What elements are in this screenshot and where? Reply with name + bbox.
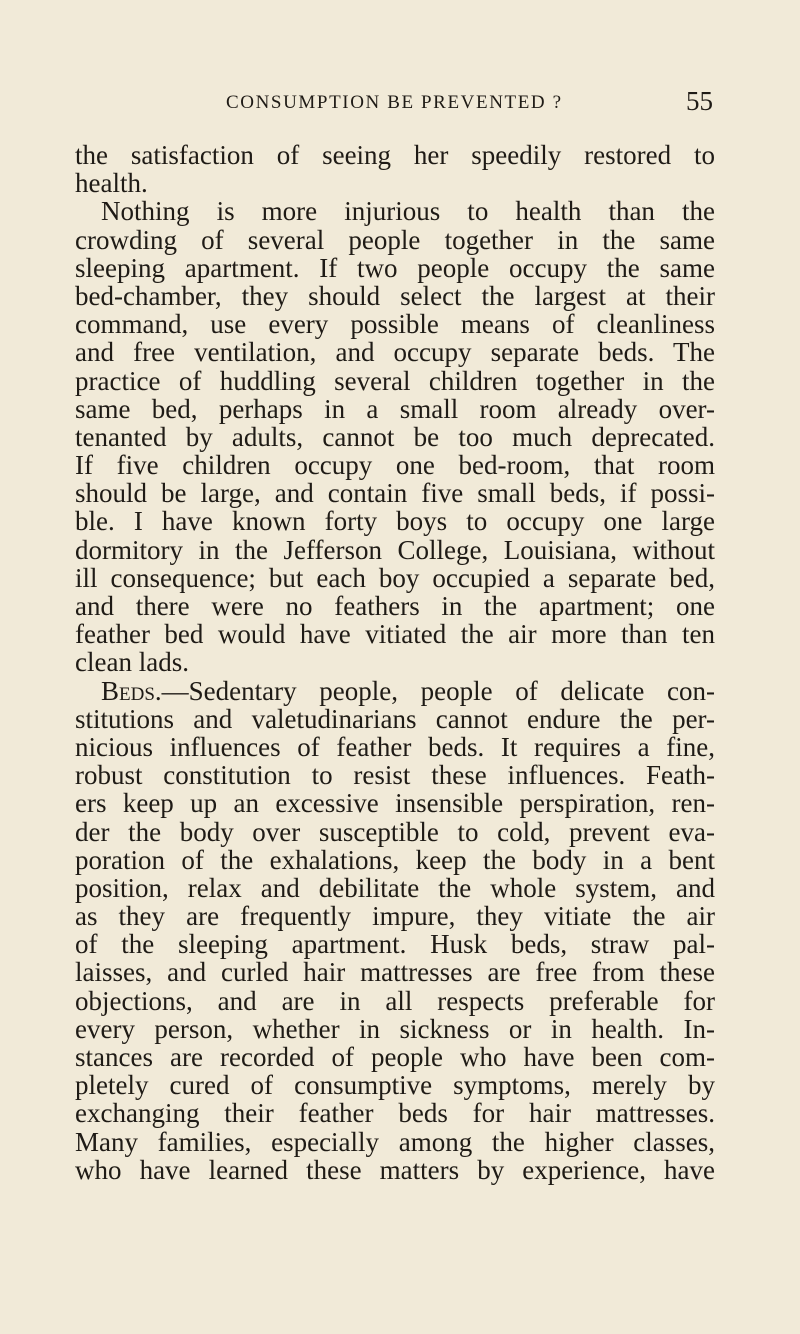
text-line: feather bed would have vitiated the air more than ten: [75, 619, 715, 650]
text-line: poration of the exhalations, keep the body in a bent: [75, 844, 715, 875]
text-line: laisses, and curled hair mattresses are free from these: [75, 957, 715, 988]
text-line: of the sleeping apartment. Husk beds, straw pal-: [75, 929, 715, 960]
page-number: 55: [686, 86, 713, 116]
text-line: pletely cured of consumptive symptoms, merely by: [75, 1070, 715, 1101]
text-line: clean lads.: [75, 647, 189, 678]
text-line: dormitory in the Jefferson College, Louisiana, without: [75, 534, 715, 565]
text-line: crowding of several people together in the same: [75, 224, 715, 255]
text-line: sleeping apartment. If two people occupy the same: [75, 252, 715, 283]
text-line: every person, whether in sickness or in health. In-: [75, 1013, 715, 1044]
text-line: and there were no feathers in the apartment; one: [75, 591, 715, 621]
text-line: practice of huddling several children together in the: [75, 365, 715, 396]
text-line: tenanted by adults, cannot be too much deprecated.: [75, 421, 715, 452]
text-line: position, relax and debilitate the whole system, and: [75, 872, 715, 903]
text-line: stances are recorded of people who have been com-: [75, 1042, 715, 1072]
text-line: robust constitution to resist these influences. Feath-: [75, 760, 715, 791]
text-line: ers keep up an excessive insensible perspiration, ren-: [75, 788, 715, 819]
text-line: Many families, especially among the higher classes,: [75, 1126, 715, 1157]
text-line: health.: [75, 168, 148, 199]
text-line: and free ventilation, and occupy separate beds. The: [75, 337, 715, 368]
text-line: bed-chamber, they should select the largest at their: [75, 280, 715, 311]
text-line: who have learned these matters by experience, have: [75, 1154, 715, 1185]
text-line: the satisfaction of seeing her speedily restored to: [75, 140, 715, 170]
body-text: [75, 141, 715, 1184]
text-line: ill consequence; but each boy occupied a separate bed,: [75, 562, 715, 593]
section-heading: Beds.: [101, 675, 162, 706]
section-heading-continuation: —Sedentary people, people of delicate con-: [161, 675, 715, 706]
running-head: [0, 86, 800, 126]
text-line: as they are frequently impure, they vitiate the air: [75, 901, 715, 932]
text-line: nicious influences of feather beds. It requires a fine,: [75, 731, 715, 762]
text-line: should be large, and contain five small beds, if possi-: [75, 478, 715, 509]
section-heading-line: [75, 677, 715, 705]
text-line: Nothing is more injurious to health than the: [101, 196, 715, 227]
text-line: stitutions and valetudinarians cannot endure the per-: [75, 703, 715, 734]
text-line: command, use every possible means of cleanliness: [75, 309, 715, 340]
text-line: objections, and are in all respects preferable for: [75, 985, 715, 1016]
text-line: same bed, perhaps in a small room already over-: [75, 393, 715, 424]
text-line: If five children occupy one bed-room, that room: [75, 450, 715, 481]
running-title: CONSUMPTION BE PREVENTED ?: [226, 92, 563, 113]
text-line: ble. I have known forty boys to occupy one large: [75, 506, 715, 537]
text-line: der the body over susceptible to cold, prevent eva-: [75, 816, 715, 847]
text-line: exchanging their feather beds for hair mattresses.: [75, 1098, 715, 1129]
